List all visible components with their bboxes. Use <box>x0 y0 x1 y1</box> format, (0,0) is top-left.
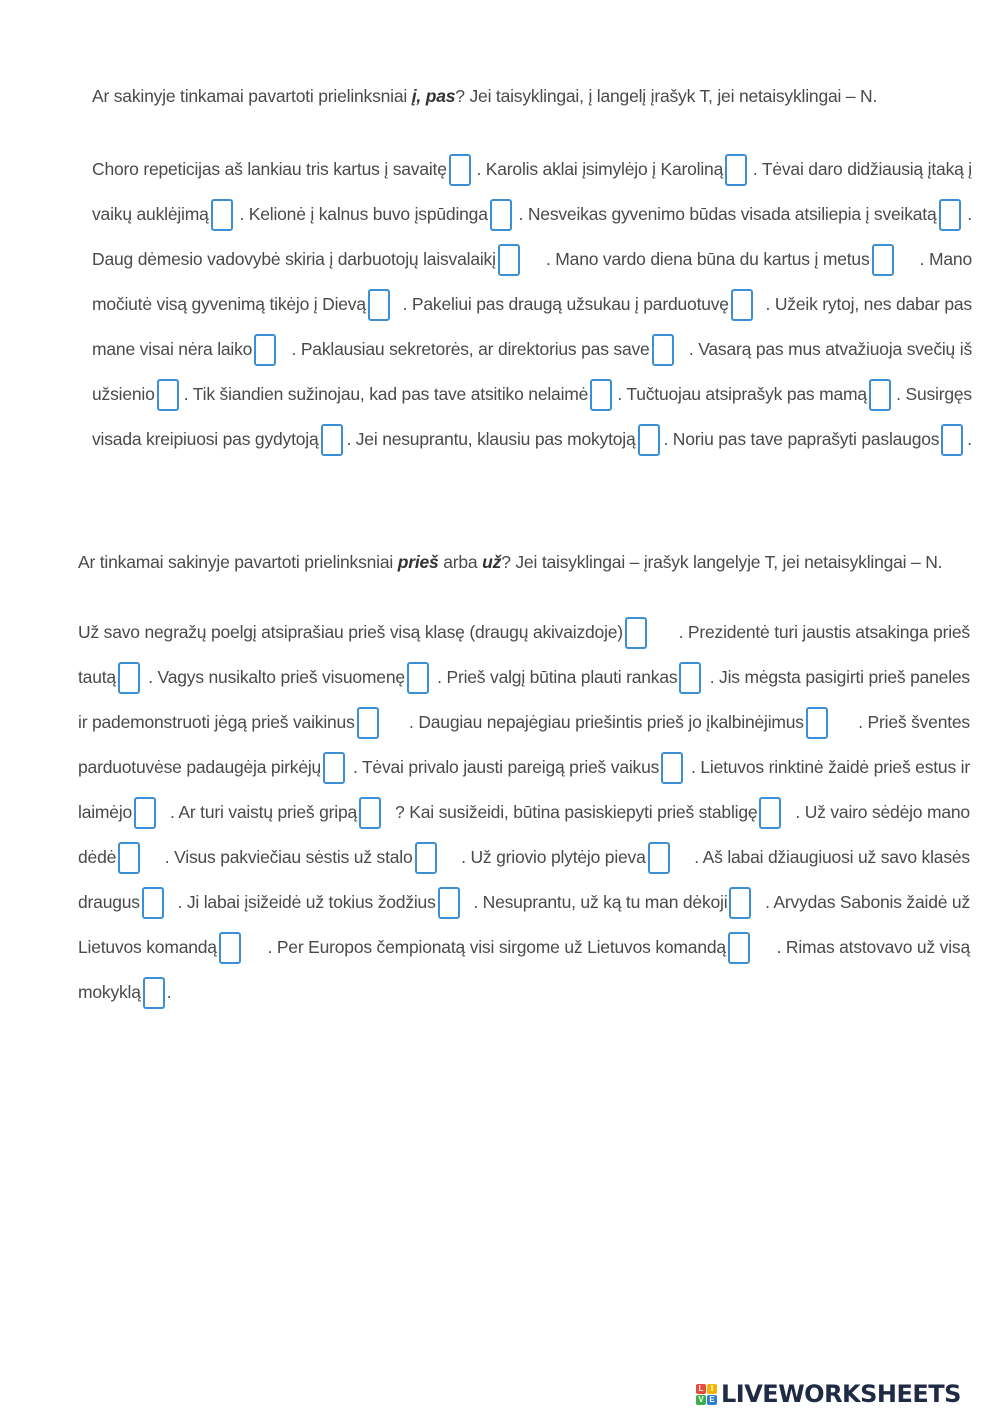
section-1 <box>92 84 972 462</box>
section1-text: užsienio <box>92 384 155 404</box>
section1-line <box>92 147 972 192</box>
section1-line <box>92 327 972 372</box>
section1-text: . Susirgęs <box>896 384 972 404</box>
section1-text: . Kelionė į kalnus buvo įspūdinga <box>239 204 488 224</box>
section1-text: . <box>967 204 972 224</box>
section1-answer-box-15[interactable] <box>321 424 343 456</box>
section2-line <box>78 790 970 835</box>
section2-answer-box-4[interactable] <box>679 662 701 694</box>
section2-line <box>78 880 970 925</box>
section2-text: ? Kai susižeidi, būtina pasiskiepyti prieš stabligę <box>395 802 758 822</box>
section2-answer-box-5[interactable] <box>357 707 379 739</box>
section2-line <box>78 655 970 700</box>
instruction-2-emphasis-uz: už <box>482 552 502 572</box>
section2-text: dėdė <box>78 847 117 867</box>
section1-line <box>92 417 972 462</box>
instruction-2-text: Ar tinkamai sakinyje pavartoti prielinksniai <box>78 552 398 572</box>
instruction-1 <box>92 84 972 110</box>
section1-line <box>92 282 972 327</box>
section2-answer-box-10[interactable] <box>359 797 381 829</box>
section1-answer-box-14[interactable] <box>869 379 891 411</box>
section1-text: . <box>967 429 972 449</box>
section1-answer-box-8[interactable] <box>368 289 390 321</box>
section1-answer-box-12[interactable] <box>157 379 179 411</box>
section1-text: . Pakeliui pas draugą užsukau į parduotuvę <box>402 294 729 314</box>
section2-text: . Prieš valgį būtina plauti rankas <box>437 667 678 687</box>
section2-text: mokyklą <box>78 982 141 1002</box>
section1-answer-box-5[interactable] <box>939 199 961 231</box>
section2-text: . Nesuprantu, už ką tu man dėkoji <box>473 892 728 912</box>
section2-text: Lietuvos komandą <box>78 937 217 957</box>
section1-answer-box-17[interactable] <box>941 424 963 456</box>
instruction-2 <box>78 550 970 576</box>
section2-answer-box-3[interactable] <box>407 662 429 694</box>
section2-answer-box-6[interactable] <box>806 707 828 739</box>
section2-answer-box-8[interactable] <box>661 752 683 784</box>
section1-text: . Nesveikas gyvenimo būdas visada atsiliepia į sveikatą <box>518 204 937 224</box>
section1-text: visada kreipiuosi pas gydytoją <box>92 429 319 449</box>
logo-text: LIVEWORKSHEETS <box>721 1380 961 1408</box>
section2-text: . Už vairo sėdėjo mano <box>795 802 970 822</box>
section1-answer-box-3[interactable] <box>211 199 233 231</box>
section2-text: . Lietuvos rinktinė žaidė prieš estus ir <box>691 757 970 777</box>
section2-answer-box-9[interactable] <box>134 797 156 829</box>
section2-answer-box-1[interactable] <box>625 617 647 649</box>
section1-text: . Užeik rytoj, nes dabar pas <box>765 294 972 314</box>
instruction-2-text-middle: arba <box>438 552 483 572</box>
logo-tile: V <box>696 1395 706 1405</box>
logo-tile: I <box>707 1384 717 1394</box>
section2-text: . Daugiau nepajėgiau priešintis prieš jo įkalbinėjimus <box>409 712 804 732</box>
section1-text: Daug dėmesio vadovybė skiria į darbuotojų laisvalaikį <box>92 249 496 269</box>
exercise-paragraph-2 <box>78 610 970 1015</box>
section1-text: . Vasarą pas mus atvažiuoja svečių iš <box>688 339 972 359</box>
logo-tiles-icon <box>696 1384 717 1405</box>
section2-line <box>78 745 970 790</box>
section2-answer-box-18[interactable] <box>219 932 241 964</box>
section1-answer-box-1[interactable] <box>449 154 471 186</box>
section1-text: . Karolis aklai įsimylėjo į Karoliną <box>476 159 724 179</box>
section2-answer-box-12[interactable] <box>118 842 140 874</box>
section2-text: . Per Europos čempionatą visi sirgome už Lietuvos komandą <box>267 937 726 957</box>
section2-answer-box-16[interactable] <box>438 887 460 919</box>
logo-tile: E <box>707 1395 717 1405</box>
section1-line <box>92 372 972 417</box>
section2-answer-box-14[interactable] <box>648 842 670 874</box>
section2-text: ir pademonstruoti jėgą prieš vaikinus <box>78 712 355 732</box>
section2-answer-box-11[interactable] <box>759 797 781 829</box>
section1-text: . Mano vardo diena būna du kartus į metus <box>545 249 870 269</box>
section2-line <box>78 700 970 745</box>
section1-text: . Tėvai daro didžiausią įtaką į <box>752 159 972 179</box>
instruction-1-emphasis: į, pas <box>411 86 456 106</box>
instruction-2-text-end: ? Jei taisyklingai – įrašyk langelyje T, jei netaisyklingai – N. <box>501 552 943 572</box>
section2-text: parduotuvėse padaugėja pirkėjų <box>78 757 322 777</box>
section2-line <box>78 970 970 1015</box>
section1-answer-box-7[interactable] <box>872 244 894 276</box>
section1-text: mane visai nėra laiko <box>92 339 253 359</box>
section2-answer-box-17[interactable] <box>729 887 751 919</box>
instruction-1-text-end: ? Jei taisyklingai, į langelį įrašyk T, jei netaisyklingai – N. <box>455 86 878 106</box>
section1-text: . Tučtuojau atsiprašyk pas mamą <box>617 384 867 404</box>
section2-answer-box-19[interactable] <box>728 932 750 964</box>
instruction-1-text: Ar sakinyje tinkamai pavartoti prielinksniai <box>92 86 412 106</box>
section-2 <box>78 550 970 1015</box>
section1-line <box>92 192 972 237</box>
section2-text: laimėjo <box>78 802 133 822</box>
section2-text: . Ar turi vaistų prieš gripą <box>170 802 358 822</box>
section2-text: . Tėvai privalo jausti pareigą prieš vaikus <box>352 757 660 777</box>
section2-text: tautą <box>78 667 116 687</box>
section2-text: . Ji labai įsižeidė už tokius žodžius <box>177 892 436 912</box>
section1-text: vaikų auklėjimą <box>92 204 209 224</box>
section2-line <box>78 925 970 970</box>
section1-text: Choro repeticijas aš lankiau tris kartus į savaitę <box>92 159 447 179</box>
section1-text: . Paklausiau sekretorės, ar direktorius pas save <box>291 339 650 359</box>
section1-answer-box-11[interactable] <box>652 334 674 366</box>
section1-text: močiutė visą gyvenimą tikėjo į Dievą <box>92 294 366 314</box>
liveworksheets-logo <box>696 1378 961 1410</box>
section2-line <box>78 610 970 655</box>
section1-text: . Jei nesuprantu, klausiu pas mokytoją <box>346 429 636 449</box>
section2-answer-box-13[interactable] <box>415 842 437 874</box>
section2-text: . Jis mėgsta pasigirti prieš paneles <box>709 667 970 687</box>
instruction-2-emphasis-pries: prieš <box>397 552 439 572</box>
section2-answer-box-7[interactable] <box>323 752 345 784</box>
section1-answer-box-4[interactable] <box>490 199 512 231</box>
section2-text: . Vagys nusikalto prieš visuomenę <box>148 667 405 687</box>
section2-text: . Prieš šventes <box>858 712 970 732</box>
exercise-paragraph-1 <box>92 147 972 462</box>
section2-line <box>78 835 970 880</box>
section1-answer-box-2[interactable] <box>725 154 747 186</box>
section2-text: . <box>166 982 172 1002</box>
section2-text: draugus <box>78 892 140 912</box>
section1-text: . Noriu pas tave paprašyti paslaugos <box>663 429 940 449</box>
section2-text: Už savo negražų poelgį atsiprašiau prieš visą klasę (draugų akivaizdoje) <box>78 622 623 642</box>
logo-tile: L <box>696 1384 706 1394</box>
section2-text: . Visus pakviečiau sėstis už stalo <box>164 847 413 867</box>
section1-line <box>92 237 972 282</box>
section2-answer-box-2[interactable] <box>118 662 140 694</box>
section2-text: . Arvydas Sabonis žaidė už <box>765 892 970 912</box>
section1-answer-box-13[interactable] <box>590 379 612 411</box>
section1-text: . Tik šiandien sužinojau, kad pas tave atsitiko nelaimė <box>183 384 589 404</box>
section2-answer-box-20[interactable] <box>143 977 165 1009</box>
section2-text: . Už griovio plytėjo pieva <box>461 847 646 867</box>
section2-text: . Prezidentė turi jaustis atsakinga prieš <box>678 622 970 642</box>
section1-answer-box-9[interactable] <box>731 289 753 321</box>
section2-answer-box-15[interactable] <box>142 887 164 919</box>
section2-text: . Rimas atstovavo už visą <box>776 937 970 957</box>
section1-text: . Mano <box>919 249 972 269</box>
section1-answer-box-16[interactable] <box>638 424 660 456</box>
section1-answer-box-6[interactable] <box>498 244 520 276</box>
section2-text: . Aš labai džiaugiuosi už savo klasės <box>694 847 970 867</box>
section1-answer-box-10[interactable] <box>254 334 276 366</box>
